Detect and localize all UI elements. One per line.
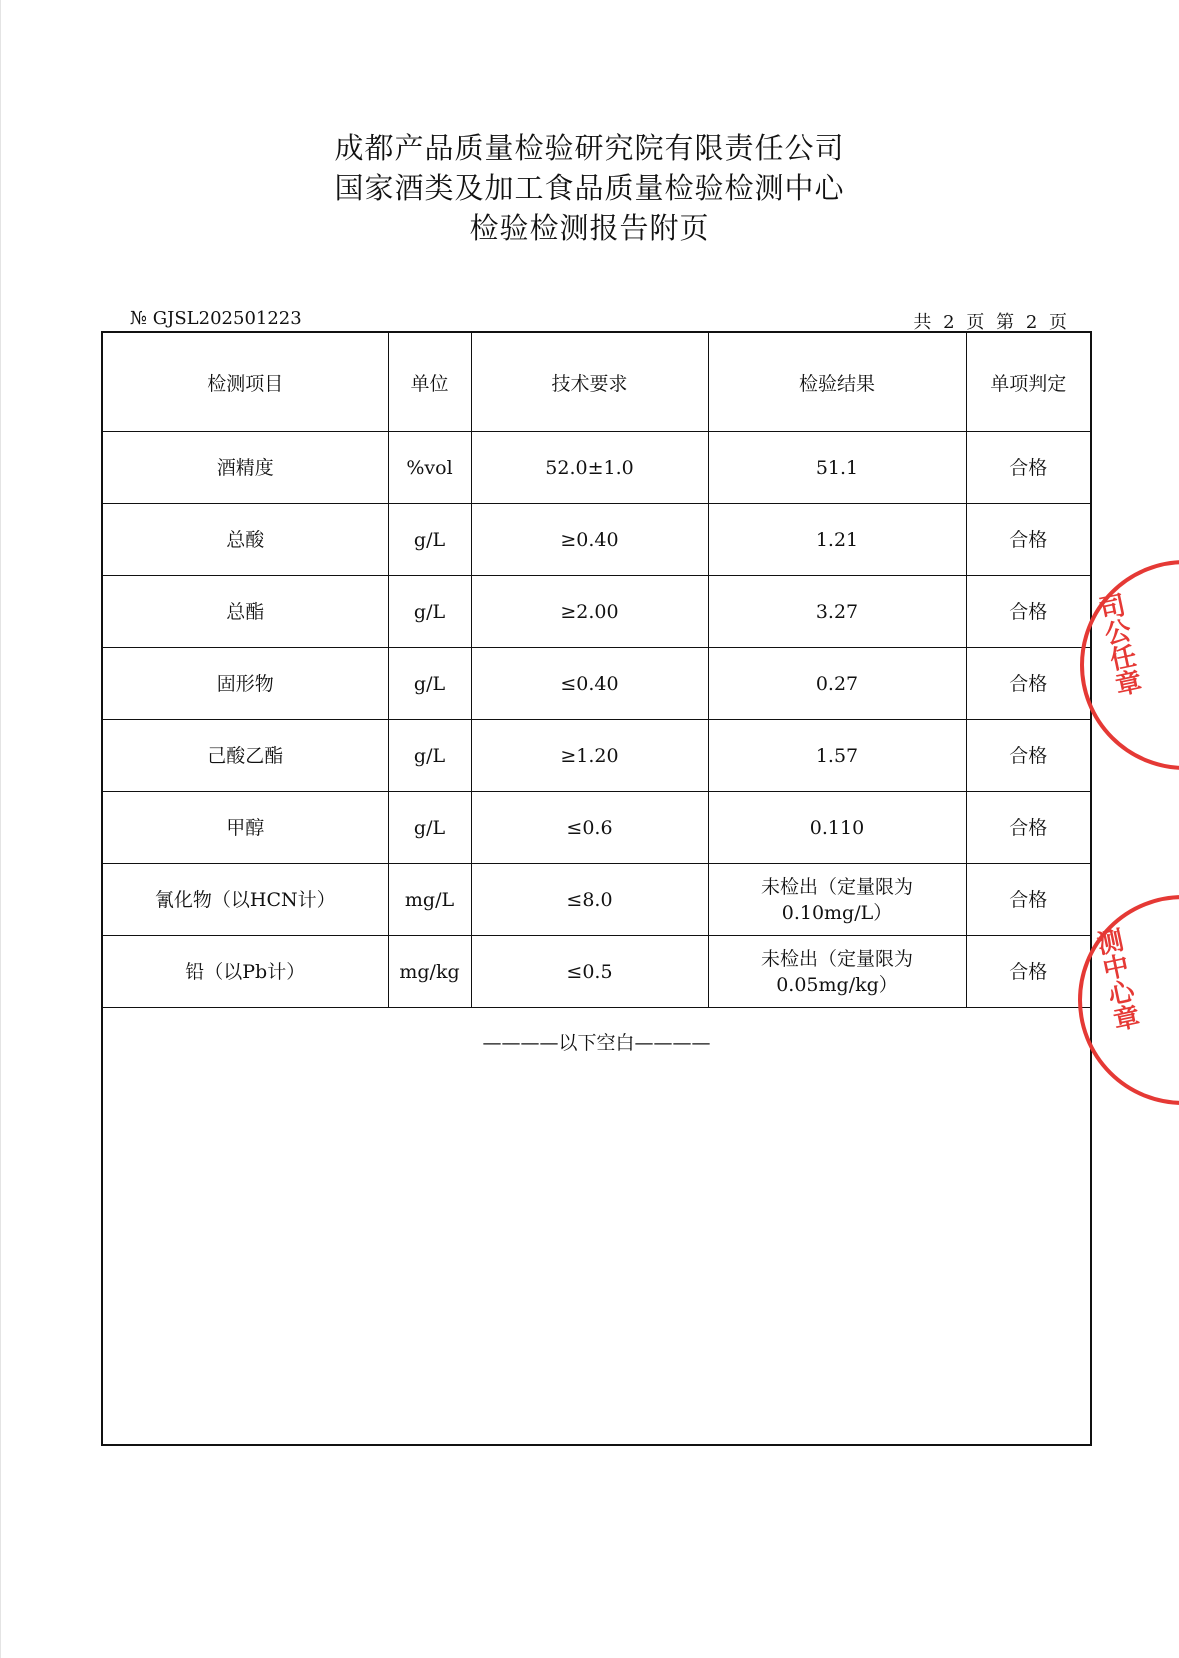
center-seal <box>1078 895 1179 1105</box>
result-line: 0.10mg/L） <box>781 901 893 924</box>
result-line: 未检出（定量限为 <box>760 947 913 970</box>
seal-text: 测中心章 <box>1090 925 1142 1034</box>
cell-verdict: 合格 <box>966 432 1091 504</box>
total-pages: 2 <box>943 312 956 333</box>
table-row <box>102 648 1091 720</box>
table-row <box>102 504 1091 576</box>
cell-item: 酒精度 <box>102 432 388 504</box>
cell-result <box>708 504 966 576</box>
cell-item: 铅（以Pb计） <box>102 936 388 1008</box>
cell-item: 总酸 <box>102 504 388 576</box>
blank-cell <box>102 1008 1091 1446</box>
cell-requirement: 52.0±1.0 <box>471 432 708 504</box>
current-suffix: 页 <box>1049 312 1068 333</box>
company-name: 成都产品质量检验研究院有限责任公司 <box>334 131 845 165</box>
result-line: 1.21 <box>815 528 859 551</box>
cell-unit: g/L <box>388 504 471 576</box>
result-line: 0.05mg/kg） <box>776 973 898 996</box>
results-table <box>101 331 1092 1446</box>
blank-row <box>102 1008 1091 1446</box>
cell-unit: g/L <box>388 792 471 864</box>
result-line: 未检出（定量限为 <box>760 875 913 898</box>
cell-unit: g/L <box>388 576 471 648</box>
cell-requirement: ≤8.0 <box>471 864 708 936</box>
center-name: 国家酒类及加工食品质量检验检测中心 <box>334 171 845 205</box>
report-title: 检验检测报告附页 <box>469 211 710 245</box>
header-result: 检验结果 <box>708 332 966 432</box>
blank-note: ————以下空白———— <box>482 1032 711 1054</box>
result-line: 1.57 <box>815 744 859 767</box>
cell-result <box>708 576 966 648</box>
cell-result <box>708 936 966 1008</box>
header-unit: 单位 <box>388 332 471 432</box>
cell-unit: g/L <box>388 720 471 792</box>
table-row <box>102 720 1091 792</box>
report-header <box>0 128 1179 248</box>
meta-row <box>130 308 1070 332</box>
cell-item: 甲醇 <box>102 792 388 864</box>
report-number: № GJSL202501223 <box>130 308 302 329</box>
cell-unit: mg/kg <box>388 936 471 1008</box>
table-row <box>102 864 1091 936</box>
header-requirement: 技术要求 <box>471 332 708 432</box>
table-row <box>102 936 1091 1008</box>
cell-verdict: 合格 <box>966 576 1091 648</box>
cell-verdict: 合格 <box>966 936 1091 1008</box>
cell-unit: g/L <box>388 648 471 720</box>
cell-requirement: ≤0.6 <box>471 792 708 864</box>
seal-text: 司公任章 <box>1092 590 1144 699</box>
cell-result <box>708 864 966 936</box>
cell-result <box>708 720 966 792</box>
cell-requirement: ≤0.40 <box>471 648 708 720</box>
result-line: 0.110 <box>809 816 865 839</box>
table-row <box>102 432 1091 504</box>
cell-item: 总酯 <box>102 576 388 648</box>
header-item: 检测项目 <box>102 332 388 432</box>
cell-unit: %vol <box>388 432 471 504</box>
result-line: 0.27 <box>815 672 859 695</box>
result-line: 51.1 <box>815 456 859 479</box>
cell-requirement: ≤0.5 <box>471 936 708 1008</box>
cell-verdict: 合格 <box>966 648 1091 720</box>
header-verdict: 单项判定 <box>966 332 1091 432</box>
cell-result <box>708 432 966 504</box>
cell-verdict: 合格 <box>966 864 1091 936</box>
cell-verdict: 合格 <box>966 504 1091 576</box>
cell-item: 己酸乙酯 <box>102 720 388 792</box>
cell-requirement: ≥0.40 <box>471 504 708 576</box>
cell-item: 氰化物（以HCN计） <box>102 864 388 936</box>
current-prefix: 第 <box>996 312 1016 333</box>
cell-unit: mg/L <box>388 864 471 936</box>
company-seal <box>1080 560 1179 770</box>
table-row <box>102 792 1091 864</box>
cell-requirement: ≥2.00 <box>471 576 708 648</box>
cell-item: 固形物 <box>102 648 388 720</box>
cell-result <box>708 792 966 864</box>
cell-result <box>708 648 966 720</box>
table-header-row <box>102 332 1091 432</box>
total-suffix: 页 <box>966 312 986 333</box>
result-line: 3.27 <box>815 600 859 623</box>
current-page: 2 <box>1025 312 1039 333</box>
cell-requirement: ≥1.20 <box>471 720 708 792</box>
total-prefix: 共 <box>913 312 933 333</box>
cell-verdict: 合格 <box>966 720 1091 792</box>
table-row <box>102 576 1091 648</box>
cell-verdict: 合格 <box>966 792 1091 864</box>
